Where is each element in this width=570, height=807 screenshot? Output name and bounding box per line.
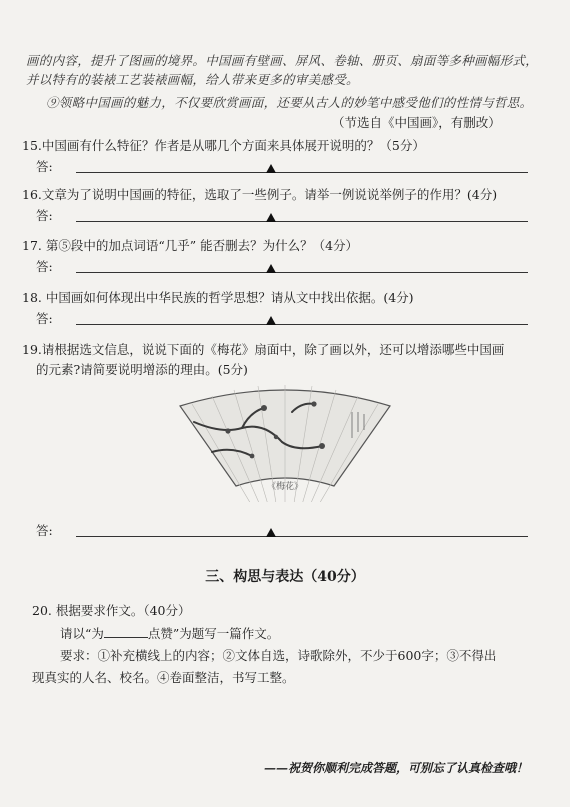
image-caption: 《梅花》 (266, 482, 303, 492)
passage-source: （节选自《中国画》，有删改） (332, 115, 501, 130)
triangle-marker-icon (266, 528, 276, 537)
footer-message: ——祝贺你顺利完成答题，可别忘了认真检查哦！ (263, 761, 528, 775)
answer-line (76, 221, 528, 222)
question-20-header: 20. 根据要求作文。（40分） (32, 603, 191, 618)
answer-label: 答: (36, 208, 53, 223)
question-20-prompt (60, 625, 279, 642)
answer-row-18[interactable] (36, 310, 528, 328)
answer-line (76, 536, 528, 537)
triangle-marker-icon (266, 264, 276, 273)
answer-label: 答: (36, 523, 53, 538)
answer-label: 答: (36, 311, 53, 326)
section-3-title: 三、构思与表达（40分） (205, 569, 365, 585)
passage-line-1: 画的内容，提升了图画的境界。中国画有壁画、屏风、卷轴、册页、扇面等多种画幅形式， (26, 53, 539, 68)
triangle-marker-icon (266, 213, 276, 222)
prompt-before: 请以“为 (60, 626, 104, 641)
question-15: 15.中国画有什么特征？作者是从哪几个方面来具体展开说明的？（5分） (22, 138, 425, 153)
question-19-line-2: 的元素?请简要说明增添的理由。(5分) (36, 362, 248, 377)
prompt-after: 点赞”为题写一篇作文。 (147, 626, 280, 641)
answer-row-19[interactable] (36, 522, 528, 540)
passage-line-2: 并以特有的装裱工艺装裱画幅，给人带来更多的审美感受。 (26, 72, 359, 87)
question-18: 18. 中国画如何体现出中华民族的哲学思想？请从文中找出依据。(4分) (22, 290, 414, 305)
passage-line-3: ⑨领略中国画的魅力，不仅要欣赏画面，还要从古人的妙笔中感受他们的性情与哲思。 (46, 95, 533, 110)
answer-line (76, 324, 528, 325)
answer-label: 答: (36, 159, 53, 174)
question-19-line-1: 19.请根据选文信息，说说下面的《梅花》扇面中，除了画以外，还可以增添哪些中国画 (22, 342, 505, 357)
requirements-line-2: 现真实的人名、校名。④卷面整洁，书写工整。 (32, 670, 295, 685)
answer-line (76, 172, 528, 173)
answer-line (76, 272, 528, 273)
triangle-marker-icon (266, 316, 276, 325)
title-blank[interactable] (104, 625, 148, 638)
answer-label: 答: (36, 259, 53, 274)
question-16: 16.文章为了说明中国画的特征，选取了一些例子。请举一例说说举例子的作用？(4分) (22, 187, 498, 202)
question-17: 17. 第⑤段中的加点词语“几乎” 能否删去？为什么？（4分） (22, 238, 359, 253)
answer-row-17[interactable] (36, 258, 528, 276)
triangle-marker-icon (266, 164, 276, 173)
answer-row-16[interactable] (36, 207, 528, 225)
answer-row-15[interactable] (36, 158, 528, 176)
requirements-line-1: 要求：①补充横线上的内容；②文体自选，诗歌除外，不少于600字；③不得出 (60, 648, 497, 663)
